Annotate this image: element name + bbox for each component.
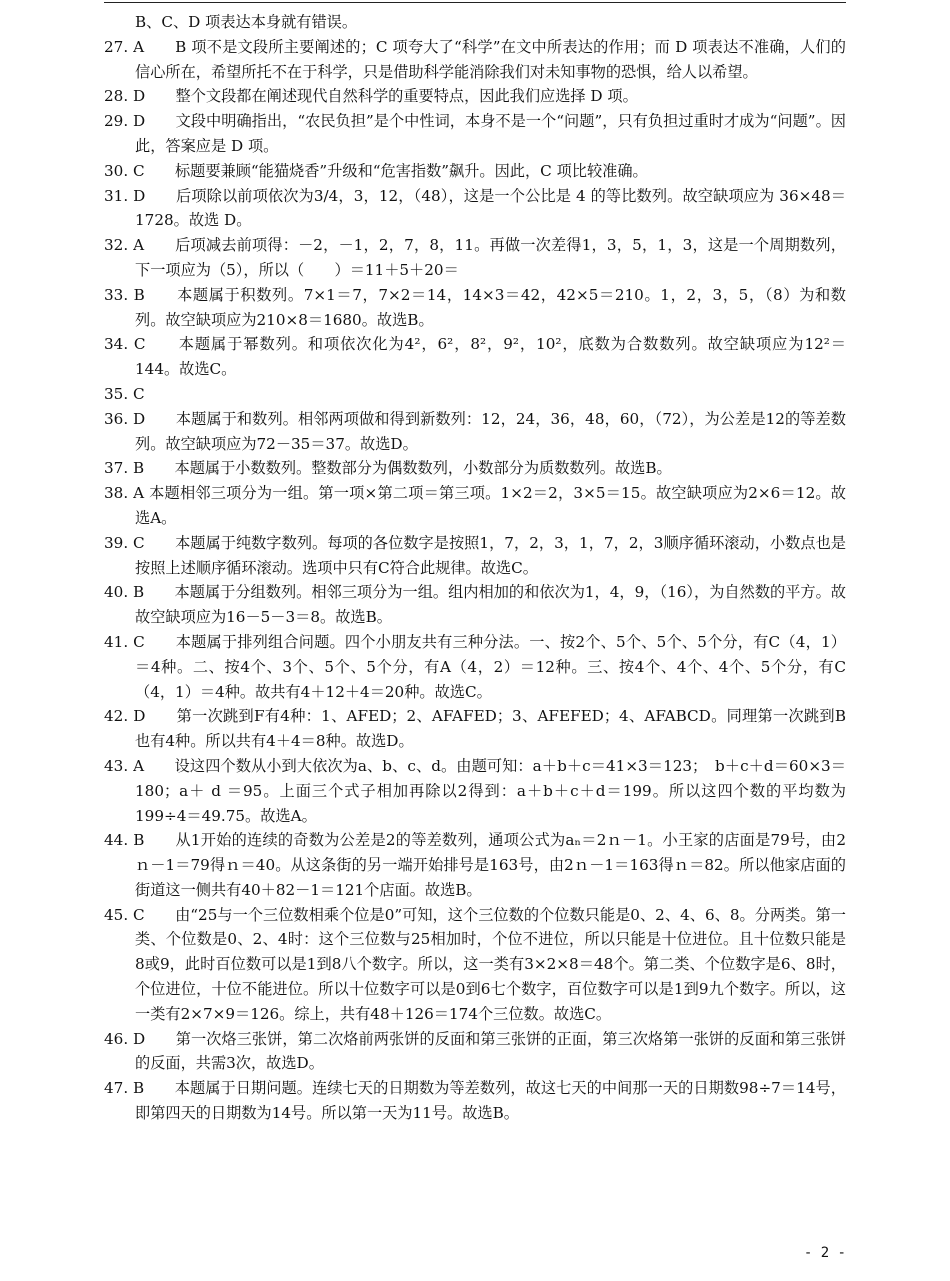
answer-45: 45. C 由“25与一个三位数相乘个位是0”可知，这个三位数的个位数只能是0、2、4、6、8。分两类。第一类、个位数是0、2、4时：这个三位数与25相加时，个位不进位，所以只能是十位进位。且十位数只能是8或9，此时百位数可以是1到8八个数字。所以，这一类有3×2×8＝48个。第二类、个位数字是6、8时，个位进位，十位不能进位。所以十位数字可以是0到6七个数字，百位数字可以是1到9九个数字。所以，这一类有2×7×9＝126。综上，共有48＋126＝174个三位数。故选C。 (104, 905, 846, 1023)
answer-42: 42. D 第一次跳到F有4种：1、AFED；2、AFAFED；3、AFEFED；4、AFABCD。同理第一次跳到B也有4种。所以共有4＋4＝8种。故选D。 (104, 707, 846, 751)
answer-37: 37. B 本题属于小数数列。整数部分为偶数数列，小数部分为质数数列。故选B。 (104, 459, 672, 478)
answer-28: 28. D 整个文段都在阐述现代自然科学的重要特点，因此我们应选择 D 项。 (104, 87, 638, 106)
answer-30: 30. C 标题要兼顾“能猫烧香”升级和“危害指数”飙升。因此，C 项比较准确。 (104, 161, 648, 180)
answer-32: 32. A 后项减去前项得：－2，－1，2，7，8，11。再做一次差得1，3，5，1，3，这是一个周期数列，下一项应为（5），所以（ ）＝11＋5＋20＝ (104, 236, 846, 279)
continuation-line: B、C、D 项表达本身就有错误。 (135, 13, 358, 31)
answer-41: 41. C 本题属于排列组合问题。四个小朋友共有三种分法。一、按2个、5个、5个、5个分，有C（4，1）＝4种。二、按4个、3个、5个、5个分，有A（4，2）＝12种。三、按4个、4个、4个、5个分，有C（4，1）＝4种。故共有4＋12＋4＝20种。故选C。 (104, 632, 846, 701)
answer-33: 33. B 本题属于积数列。7×1＝7，7×2＝14，14×3＝42，42×5＝210。1，2，3，5，（8）为和数列。故空缺项应为210×8＝1680。故选B。 (104, 285, 846, 329)
answer-40: 40. B 本题属于分组数列。相邻三项分为一组。组内相加的和依次为1，4，9，（16），为自然数的平方。故故空缺项应为16－5－3＝8。故选B。 (104, 583, 846, 627)
answer-31: 31. D 后项除以前项依次为3/4，3，12，（48），这是一个公比是 4 的等比数列。故空缺项应为 36×48＝1728。故选 D。 (104, 186, 846, 230)
answer-35: 35. C (104, 384, 145, 403)
header-rule (104, 2, 846, 3)
page-number: - 2 - (803, 1245, 846, 1261)
answer-47: 47. B 本题属于日期问题。连续七天的日期数为等差数列，故这七天的中间那一天的日期数98÷7＝14号，即第四天的日期数为14号。所以第一天为11号。故选B。 (104, 1079, 846, 1123)
answer-29: 29. D 文段中明确指出，“农民负担”是个中性词，本身不是一个“问题”，只有负担过重时才成为“问题”。因此，答案应是 D 项。 (104, 112, 846, 155)
answer-explanations (104, 10, 846, 1126)
answer-36: 36. D 本题属于和数列。相邻两项做和得到新数列：12，24，36，48，60，（72），为公差是12的等差数列。故空缺项应为72－35＝37。故选D。 (104, 409, 846, 453)
answer-27: 27. A B 项不是文段所主要阐述的；C 项夸大了“科学”在文中所表达的作用；而 D 项表达不准确，人们的信心所在，希望所托不在于科学，只是借助科学能消除我们对未知事物的恐惧，给人以希望。 (104, 37, 846, 81)
answer-46: 46. D 第一次烙三张饼，第二次烙前两张饼的反面和第三张饼的正面，第三次烙第一张饼的反面和第三张饼的反面，共需3次，故选D。 (104, 1029, 846, 1073)
answer-39: 39. C 本题属于纯数字数列。每项的各位数字是按照1，7，2，3，1，7，2，3顺序循环滚动，小数点也是按照上述顺序循环滚动。选项中只有C符合此规律。故选C。 (104, 533, 846, 577)
answer-38: 38. A 本题相邻三项分为一组。第一项×第二项＝第三项。1×2＝2，3×5＝15。故空缺项应为2×6＝12。故选A。 (104, 484, 846, 527)
answer-44: 44. B 从1开始的连续的奇数为公差是2的等差数列，通项公式为aₙ＝2ｎ－1。小王家的店面是79号，由2ｎ－1＝79得ｎ＝40。从这条街的另一端开始排号是163号，由2ｎ－1＝163得ｎ＝82。所以他家店面的街道这一侧共有40＋82－1＝121个店面。故选B。 (104, 831, 846, 899)
answer-43: 43. A 设这四个数从小到大依次为a、b、c、d。由题可知：a＋b＋c＝41×3＝123； b＋c＋d＝60×3＝180；a＋ d ＝95。上面三个式子相加再除以2得到：a＋b＋c＋d＝199。所以这四个数的平均数为199÷4＝49.75。故选A。 (104, 756, 846, 825)
answer-34: 34. C 本题属于幂数列。和项依次化为4²，6²，8²，9²，10²，底数为合数数列。故空缺项应为12²＝144。故选C。 (104, 335, 846, 379)
